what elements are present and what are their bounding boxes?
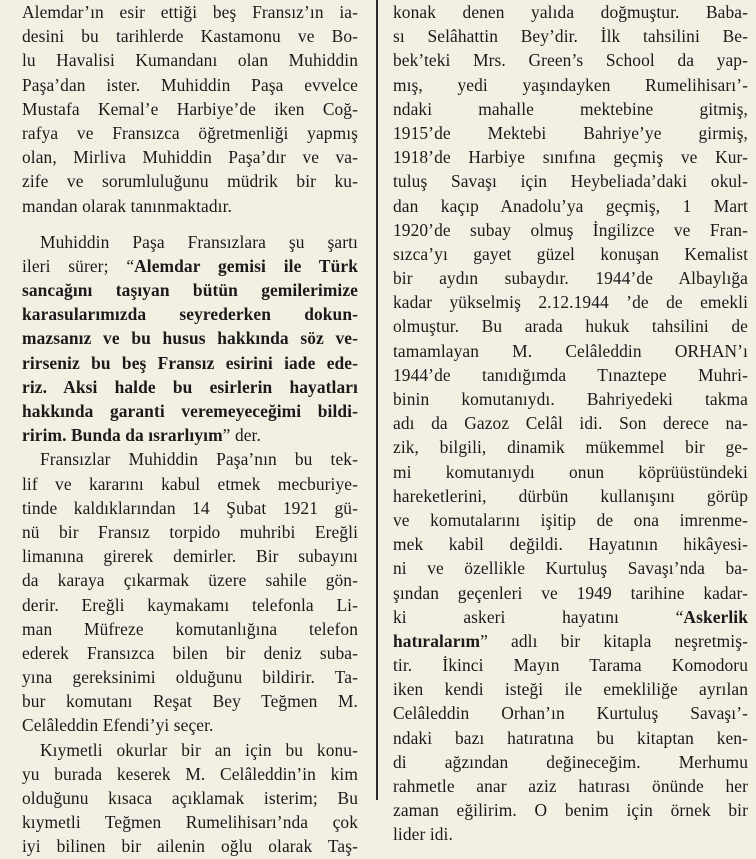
text-line: mek kabil değildi. Hayatının hikâyesi-: [393, 534, 748, 555]
text-line: riz. Aksi halde bu esirlerin hayatları: [22, 376, 358, 397]
text-line: lif ve kararını kabul etmek mecburiye-: [22, 473, 358, 494]
text-line: limanına girerek demirler. Bir subayını: [22, 546, 358, 567]
text-line: Mustafa Kemal’e Harbiye’de iken Coğ-: [22, 98, 358, 119]
text-line: ederek Fransızca bilen bir deniz suba-: [22, 642, 358, 663]
text-line: [393, 629, 748, 653]
text-line: tinde kaldıklarından 14 Şubat 1921 gü-: [22, 497, 358, 518]
text-span: ki askeri hayatını “: [393, 606, 684, 627]
bold-text-span: ririm. Bunda da ısrarlıyım: [22, 425, 223, 446]
text-line: yu burada keserek M. Celâleddin’in kim: [22, 763, 358, 784]
text-line: Kıymetli okurlar bir an için bu konu-: [40, 739, 358, 760]
text-line: da karaya çıkarmak üzere sahile gön-: [22, 570, 358, 591]
text-line: bir aydın subaydır. 1944’de Albaylığa: [393, 268, 748, 289]
paragraph-gap: [22, 218, 358, 230]
text-line: Celâleddin Orhan’ın Kurtuluş Savaşı’-: [393, 703, 748, 724]
bold-text-span: Alemdar gemisi ile Türk: [134, 255, 358, 276]
text-line: 1918’de Harbiye sınıfına geçmiş ve Kur-: [393, 147, 748, 168]
text-line: zik, bilgili, dinamik mükemmel bir ge-: [393, 437, 748, 458]
text-line: hareketlerini, dürbün kullanışını görüp: [393, 485, 748, 506]
text-line: tamamlayan M. Celâleddin ORHAN’ı: [393, 340, 748, 361]
left-text-column: [22, 0, 358, 859]
text-line: mazsanız ve bu husus hakkında söz ve-: [22, 328, 358, 349]
text-line: karasularımızda seyrederken dokun-: [22, 304, 358, 325]
text-line: yına gereksinimi olduğunu bildirir. Ta-: [22, 667, 358, 688]
text-line: lu Havalisi Kumandanı olan Muhiddin: [22, 50, 358, 71]
text-line: kadar yükselmiş 2.12.1944 ’de de emekli: [393, 292, 748, 313]
text-line: kıymetli Teğmen Rumelihisarı’nda çok: [22, 812, 358, 833]
text-line: Muhiddin Paşa Fransızlara şu şartı: [40, 231, 358, 252]
text-line: şından geçenleri ve 1949 tarihine kadar-: [393, 582, 748, 603]
column-divider: [376, 0, 378, 800]
text-line: olmuştur. Bu arada hukuk tahsilini de: [393, 316, 748, 337]
bold-text-span: Askerlik: [683, 606, 748, 627]
text-line: lider idi.: [393, 824, 453, 845]
text-line: hakkında garanti veremeyeceğimi bildi-: [22, 401, 358, 421]
right-text-column: [393, 0, 748, 847]
text-line: [22, 254, 358, 278]
text-line: tuluş Savaşı için Heybeliada’daki okul-: [393, 171, 748, 192]
text-line: ni ve özellikle Kurtuluş Savaşı’nda ba-: [393, 558, 748, 579]
text-line: 1920’de subay olmuş İngilizce ve Fran-: [393, 219, 748, 240]
text-line: konak denen yalıda doğmuştur. Baba-: [393, 2, 748, 22]
text-line: iken kendi isteği ile emekliliğe ayrılan: [393, 679, 748, 700]
text-line: sı Selâhattin Bey’dir. İlk tahsilini Be-: [393, 26, 748, 47]
text-line: sancağını taşıyan bütün gemilerimize: [22, 280, 358, 301]
text-span: ” adlı bir kitapla neşretmiş-: [480, 630, 748, 651]
text-line: ndaki bazı hatıratına bu kitaptan ken-: [393, 727, 748, 748]
text-line: man Müfreze komutanlığına telefon: [22, 618, 358, 639]
text-line: 1915’de Mektebi Bahriye’ye girmiş,: [393, 122, 748, 143]
text-line: tir. İkinci Mayın Tarama Komodoru: [393, 655, 748, 676]
text-line: mi komutanıydı onun köprüüstündeki: [393, 461, 748, 482]
text-line: binin komutanıydı. Bahriyedeki takma: [393, 389, 748, 409]
text-line: Paşa’dan ister. Muhiddin Paşa evvelce: [22, 74, 358, 95]
text-span: ileri sürer; “: [22, 255, 135, 276]
text-line: [393, 605, 748, 629]
text-span: ” der.: [222, 425, 261, 446]
text-line: zaman eğilirim. O benim için örnek bir: [393, 800, 748, 821]
bold-text-span: hatıralarım: [393, 630, 481, 651]
text-line: derir. Ereğli kaymakamı telefonla Li-: [22, 594, 358, 615]
text-line: bur komutanı Reşat Bey Teğmen M.: [22, 691, 358, 712]
text-line: 1944’de tanıdığımda Tınaztepe Muhri-: [393, 364, 748, 385]
text-line: bek’teki Mrs. Green’s School da yap-: [393, 50, 748, 71]
text-line: ve komutalarını işitip de ona imrenme-: [393, 509, 748, 530]
text-line: dan kaçıp Anadolu’ya geçmiş, 1 Mart: [393, 195, 748, 216]
text-line: iyi bilinen bir ailenin oğlu olarak Taş-: [22, 836, 358, 857]
text-line: olan, Mirliva Muhiddin Paşa’dır ve va-: [22, 147, 358, 168]
text-line: rirseniz bu beş Fransız esirini iade ede-: [22, 352, 358, 373]
text-line: nü bir Fransız torpido muhribi Ereğli: [22, 521, 358, 542]
text-line: ndaki mahalle mektebine gitmiş,: [393, 98, 748, 119]
text-line: Fransızlar Muhiddin Paşa’nın bu tek-: [40, 449, 358, 470]
text-line: adı da Gazoz Celâl idi. Son derece na-: [393, 413, 748, 434]
text-line: di ağzından değineceğim. Merhumu: [393, 751, 748, 772]
text-line: zife ve sorumluluğunu müdrik bir ku-: [22, 171, 358, 192]
text-line: mış, yedi yaşındayken Rumelihisarı’-: [393, 74, 748, 95]
text-line: Alemdar’ın esir ettiği beş Fransız’ın ia-: [22, 2, 358, 22]
text-line: olduğunu kısaca açıklamak isterim; Bu: [22, 788, 358, 808]
text-line: rahmetle anar aziz hatırası önünde her: [393, 776, 748, 796]
text-line: mandan olarak tanınmaktadır.: [22, 195, 232, 216]
text-line: desini bu tarihlerde Kastamonu ve Bo-: [22, 26, 358, 47]
text-line: sızca’yı gayet güzel konuşan Kemalist: [393, 243, 748, 264]
text-line: Celâleddin Efendi’yi seçer.: [22, 715, 214, 736]
text-line: [22, 423, 358, 447]
text-line: rafya ve Fransızca öğretmenliği yapmış: [22, 122, 358, 143]
